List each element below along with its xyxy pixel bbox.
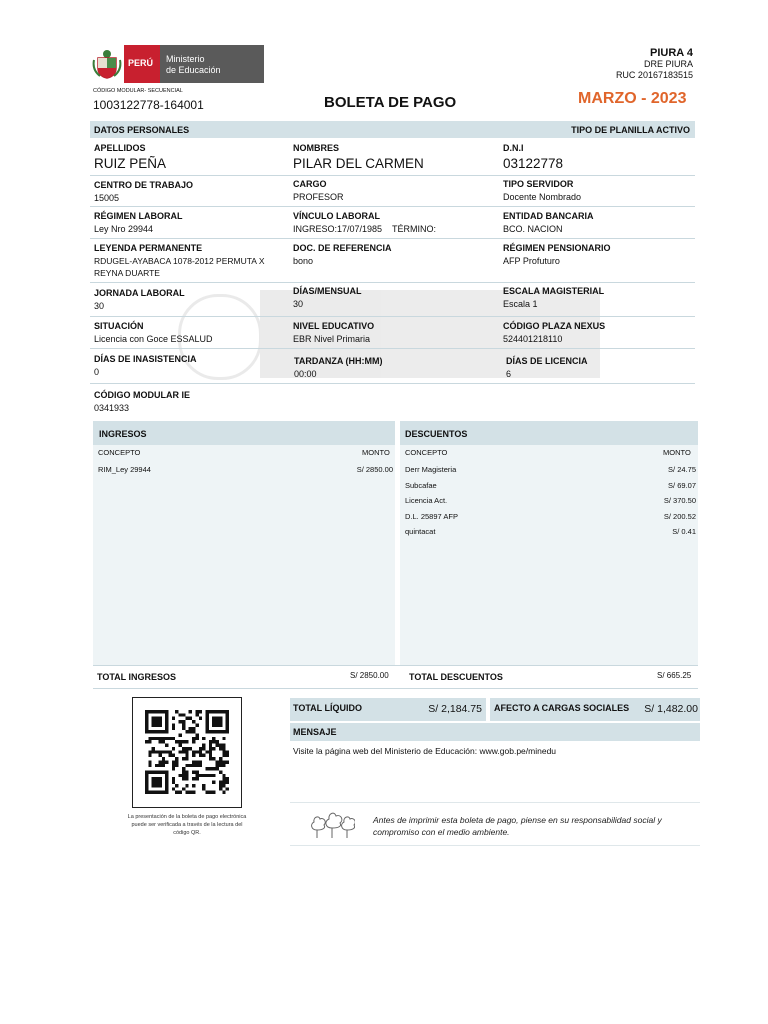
afecto-bar (490, 698, 700, 721)
dias-inasistencia-label: DÍAS DE INASISTENCIA (94, 354, 197, 364)
leyenda-label: LEYENDA PERMANENTE (94, 243, 203, 253)
logo-peru-text: PERÚ (128, 58, 154, 68)
divider (90, 383, 695, 384)
datos-personales-bar (90, 121, 695, 138)
descuentos-col-monto: MONTO (663, 448, 691, 457)
codigo-ie-value: 0341933 (94, 403, 130, 413)
descuentos-concepto: quintacat (405, 527, 436, 536)
eco-line1: Antes de imprimir esta boleta de pago, piense en su responsabilidad social y (373, 815, 662, 825)
qr-frame (132, 697, 242, 808)
mensaje-text: Visite la página web del Ministerio de Educación: www.gob.pe/minedu (293, 746, 557, 756)
eco-line2: compromiso con el medio ambiente. (373, 827, 510, 837)
apellidos-label: APELLIDOS (94, 143, 146, 153)
page-title: BOLETA DE PAGO (324, 94, 457, 111)
entidad-bancaria-label: ENTIDAD BANCARIA (503, 211, 594, 221)
apellidos-value: RUIZ PEÑA (94, 156, 167, 171)
cargo-label: CARGO (293, 179, 327, 189)
ingresos-list (98, 465, 393, 481)
descuentos-concepto: D.L. 25897 AFP (405, 511, 458, 521)
datos-personales-label: DATOS PERSONALES (94, 125, 190, 135)
divider (93, 688, 698, 689)
total-descuentos-label: TOTAL DESCUENTOS (409, 672, 503, 682)
mensaje-label: MENSAJE (293, 727, 337, 737)
entidad-bancaria-value: BCO. NACION (503, 224, 563, 234)
descuentos-row (405, 465, 696, 481)
ingresos-col-monto: MONTO (362, 448, 390, 457)
total-liquido-bar (290, 698, 486, 721)
dre-label: DRE PIURA (643, 59, 693, 69)
situacion-value: Licencia con Goce ESSALUD (94, 334, 213, 344)
coat-of-arms-icon (92, 48, 122, 80)
descuentos-concepto: Derr Magisteria (405, 465, 457, 474)
afecto-value: S/ 1,482.00 (644, 703, 698, 715)
vinculo-laboral-label: VÍNCULO LABORAL (293, 211, 380, 221)
dias-mensual-label: DÍAS/MENSUAL (293, 286, 362, 296)
leyenda-value-1: RDUGEL-AYABACA 1078-2012 PERMUTA X (94, 256, 265, 266)
descuentos-panel (400, 421, 698, 665)
vinculo-laboral-value: INGRESO:17/07/1985 (293, 224, 383, 234)
nombres-value: PILAR DEL CARMEN (293, 156, 424, 171)
divider (90, 175, 695, 176)
centro-trabajo-value: 15005 (94, 193, 120, 203)
descuentos-concepto: Subcafae (405, 480, 437, 490)
descuentos-row (405, 527, 696, 543)
trees-icon (309, 810, 355, 840)
ingresos-title: INGRESOS (99, 429, 147, 439)
descuentos-concepto: Licencia Act. (405, 496, 448, 505)
doc-referencia-label: DOC. DE REFERENCIA (293, 243, 392, 253)
total-ingresos-label: TOTAL INGRESOS (97, 672, 177, 682)
qr-caption (112, 813, 262, 837)
situacion-label: SITUACIÓN (94, 321, 144, 331)
descuentos-row (405, 512, 696, 528)
ingresos-monto: S/ 2850.00 (356, 465, 393, 474)
qr-code-icon (145, 710, 229, 794)
codigo-plaza-value: 524401218110 (503, 334, 563, 344)
nivel-educativo-label: NIVEL EDUCATIVO (293, 321, 375, 331)
divider (290, 802, 700, 803)
descuentos-header (400, 421, 698, 445)
logo-peru-block (124, 45, 160, 83)
dias-inasistencia-value: 0 (94, 367, 100, 377)
mensaje-bar (290, 723, 700, 741)
period-label: MARZO - 2023 (578, 90, 687, 107)
codigo-modular-value: 1003122778-164001 (93, 98, 204, 112)
logo-ministry-block (160, 45, 264, 83)
dni-value: 03122778 (503, 156, 564, 171)
descuentos-row (405, 496, 696, 512)
nivel-educativo-value: EBR Nivel Primaria (293, 334, 371, 344)
tipo-planilla-label: TIPO DE PLANILLA ACTIVO (571, 125, 690, 135)
regimen-laboral-value: Ley Nro 29944 (94, 224, 154, 234)
divider (90, 348, 695, 349)
qr-caption-line2: puede ser verificada a través de la lectura del (131, 822, 243, 828)
logo-ministry-line2: de Educación (166, 65, 221, 75)
ruc-label: RUC 20167183515 (615, 70, 693, 80)
dias-mensual-value: 30 (293, 299, 304, 309)
nombres-label: NOMBRES (293, 143, 340, 153)
total-descuentos-value: S/ 665.25 (657, 671, 692, 680)
ingresos-concepto: RIM_Ley 29944 (98, 465, 151, 474)
region-label: PIURA 4 (650, 47, 693, 59)
qr-caption-line3: código QR. (173, 830, 201, 836)
descuentos-monto: S/ 24.75 (668, 465, 696, 474)
total-liquido-label: TOTAL LÍQUIDO (293, 703, 362, 713)
jornada-label: JORNADA LABORAL (94, 288, 185, 298)
descuentos-monto: S/ 200.52 (663, 511, 696, 521)
divider (90, 282, 695, 283)
tardanza-value: 00:00 (294, 369, 317, 379)
escala-value: Escala 1 (503, 299, 538, 309)
divider (90, 238, 695, 239)
afecto-label: AFECTO A CARGAS SOCIALES (494, 703, 630, 713)
codigo-plaza-label: CÓDIGO PLAZA NEXUS (503, 321, 606, 331)
qr-caption-line1: La presentación de la boleta de pago electrónica (127, 814, 247, 820)
divider (90, 206, 695, 207)
regimen-laboral-label: RÉGIMEN LABORAL (94, 211, 183, 221)
total-liquido-value: S/ 2,184.75 (428, 703, 482, 715)
descuentos-monto: S/ 370.50 (663, 496, 696, 505)
ingresos-panel (93, 421, 395, 665)
cargo-value: PROFESOR (293, 192, 344, 202)
logo-ministry-line1: Ministerio (166, 54, 205, 64)
descuentos-monto: S/ 0.41 (672, 527, 696, 536)
tipo-servidor-label: TIPO SERVIDOR (503, 179, 574, 189)
tipo-servidor-value: Docente Nombrado (503, 192, 582, 202)
descuentos-monto: S/ 69.07 (668, 480, 696, 490)
descuentos-row (405, 481, 696, 497)
doc-referencia-value: bono (293, 256, 314, 266)
dias-licencia-label: DÍAS DE LICENCIA (506, 356, 588, 366)
ingresos-col-concepto: CONCEPTO (98, 448, 141, 457)
escala-label: ESCALA MAGISTERIAL (503, 286, 605, 296)
divider (93, 665, 698, 666)
descuentos-title: DESCUENTOS (405, 429, 468, 439)
tardanza-label: TARDANZA (HH:MM) (294, 356, 383, 366)
divider (90, 316, 695, 317)
jornada-value: 30 (94, 301, 105, 311)
regimen-pensionario-value: AFP Profuturo (503, 256, 560, 266)
termino-value: TÉRMINO: (392, 224, 436, 234)
ingresos-header (93, 421, 395, 445)
total-ingresos-value: S/ 2850.00 (350, 671, 389, 680)
leyenda-value-2: REYNA DUARTE (94, 268, 160, 278)
ingresos-row (98, 465, 393, 481)
descuentos-list (405, 465, 696, 543)
header-logo (90, 45, 264, 83)
dias-licencia-value: 6 (506, 369, 512, 379)
descuentos-col-concepto: CONCEPTO (405, 448, 448, 457)
codigo-modular-label: CÓDIGO MODULAR- SECUENCIAL (93, 88, 183, 94)
dni-label: D.N.I (503, 143, 524, 153)
eco-message (373, 814, 662, 838)
centro-trabajo-label: CENTRO DE TRABAJO (94, 180, 194, 190)
codigo-ie-label: CÓDIGO MODULAR IE (94, 390, 190, 400)
divider (290, 845, 700, 846)
regimen-pensionario-label: RÉGIMEN PENSIONARIO (503, 243, 611, 253)
